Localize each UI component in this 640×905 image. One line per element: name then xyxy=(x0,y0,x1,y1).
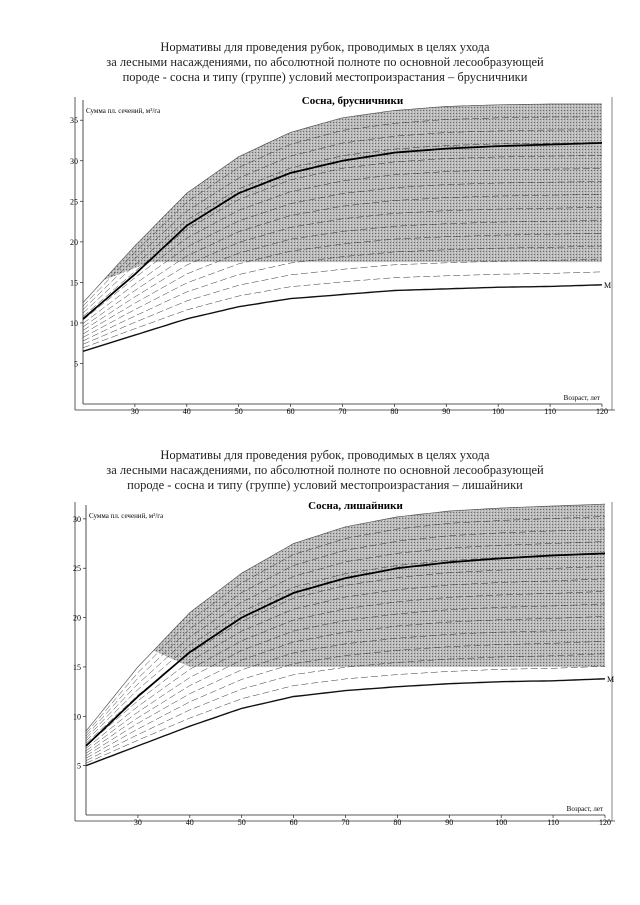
x-tick-label: 80 xyxy=(393,818,402,827)
x-tick-label: 100 xyxy=(495,818,508,827)
y-tick-label: 10 xyxy=(73,712,81,722)
y-tick-label: 25 xyxy=(70,197,78,207)
chart-title: Сосна, брусничники xyxy=(301,95,404,107)
shaded-zone xyxy=(104,104,602,280)
x-tick-label: 70 xyxy=(338,407,347,416)
shaded-zone xyxy=(153,504,605,667)
heading-line: породе - сосна и типу (группе) условий местопроизрастания – лишайники xyxy=(127,478,523,492)
y-tick-label: 15 xyxy=(73,662,81,672)
x-tick-label: 110 xyxy=(544,407,556,416)
chart-brusnichniki xyxy=(0,92,640,422)
heading-line: за лесными насаждениями, по абсолютной полноте по основной лесообразующей xyxy=(106,55,544,69)
heading-line: породе - сосна и типу (группе) условий местопроизрастания – брусничники xyxy=(122,70,528,84)
series-guide-curve xyxy=(83,272,602,348)
heading-line: за лесными насаждениями, по абсолютной полноте по основной лесообразующей xyxy=(106,463,544,477)
x-tick-label: 30 xyxy=(130,407,139,416)
x-tick-label: 50 xyxy=(234,407,243,416)
x-tick-label: 110 xyxy=(547,818,559,827)
x-tick-label: 60 xyxy=(289,818,298,827)
y-tick-label: 15 xyxy=(70,278,78,288)
y-tick-label: 10 xyxy=(70,318,78,328)
x-tick-label: 80 xyxy=(390,407,399,416)
x-tick-label: 90 xyxy=(445,818,454,827)
x-tick-label: 30 xyxy=(133,818,142,827)
x-axis-label: Возраст, лет xyxy=(566,805,603,813)
y-axis-label: Сумма пл. сечений, м²/га xyxy=(86,107,161,115)
y-tick-label: 35 xyxy=(70,116,78,126)
x-tick-label: 60 xyxy=(286,407,295,416)
chart-title: Сосна, лишайники xyxy=(308,500,403,512)
page-heading-1 xyxy=(40,40,610,85)
y-tick-label: 5 xyxy=(74,359,78,369)
chart-lishainiki xyxy=(0,497,640,832)
x-tick-label: 40 xyxy=(182,407,191,416)
series-lower-m xyxy=(83,285,602,352)
series-label-m: М xyxy=(604,280,612,290)
x-tick-label: 100 xyxy=(492,407,505,416)
x-tick-label: 120 xyxy=(599,818,611,827)
x-tick-label: 40 xyxy=(185,818,194,827)
y-tick-label: 30 xyxy=(73,514,81,524)
y-axis-label: Сумма пл. сечений, м²/га xyxy=(89,512,164,520)
x-tick-label: 120 xyxy=(596,407,608,416)
y-tick-label: 25 xyxy=(73,564,81,574)
x-tick-label: 70 xyxy=(341,818,350,827)
heading-line: Нормативы для проведения рубок, проводимых в целях ухода xyxy=(160,40,490,54)
x-tick-label: 50 xyxy=(237,818,246,827)
heading-line: Нормативы для проведения рубок, проводимых в целях ухода xyxy=(160,448,490,462)
x-tick-label: 90 xyxy=(442,407,451,416)
series-guide-curve xyxy=(86,654,605,761)
series-guide-curve xyxy=(83,259,602,344)
y-tick-label: 20 xyxy=(70,237,78,247)
page-heading-2 xyxy=(40,448,610,493)
y-tick-label: 20 xyxy=(73,613,81,623)
y-tick-label: 30 xyxy=(70,156,78,166)
y-tick-label: 5 xyxy=(77,761,81,771)
x-axis-label: Возраст, лет xyxy=(563,394,600,402)
series-label-m: М xyxy=(607,674,615,684)
